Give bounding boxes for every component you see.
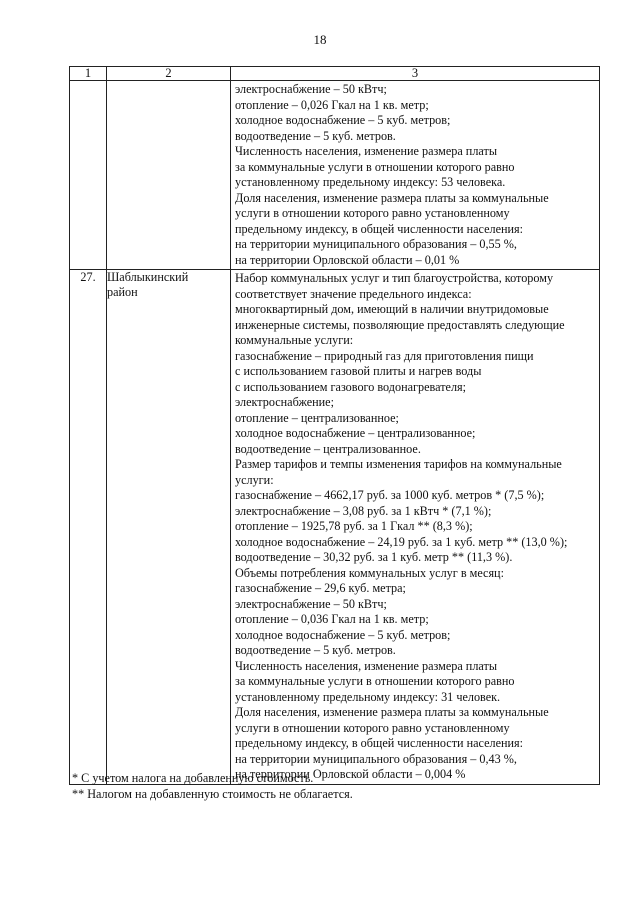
text-line: на территории муниципального образования – 0,55 %, xyxy=(235,237,517,251)
text-line: с использованием газового водонагревателя; xyxy=(235,379,467,394)
text-line: водоотведение – 30,32 руб. за 1 куб. метр ** (11,3 %). xyxy=(235,550,513,564)
text-line: за коммунальные услуги в отношении которого равно xyxy=(235,674,515,688)
text-line: предельному индексу, в общей численности населения: xyxy=(235,221,524,236)
text-line: электроснабжение – 50 кВтч; xyxy=(235,596,387,611)
page-number: 18 xyxy=(313,32,327,47)
text-line: газоснабжение – 29,6 куб. метра; xyxy=(235,581,406,595)
header-col-2: 2 xyxy=(107,67,231,81)
header-col-3: 3 xyxy=(231,67,600,81)
text-line: холодное водоснабжение – 5 куб. метров; xyxy=(235,627,451,642)
row-number-cell: 27. xyxy=(70,270,107,785)
text-line: установленному предельному индексу: 53 человека. xyxy=(235,175,506,189)
text-line: холодное водоснабжение – 24,19 руб. за 1 куб. метр ** (13,0 %); xyxy=(235,534,568,549)
text-line: электроснабжение; xyxy=(235,395,334,409)
row-number-cell xyxy=(70,81,107,270)
text-line: Доля населения, изменение размера платы за коммунальные xyxy=(235,190,549,205)
text-line: газоснабжение – природный газ для приготовления пищи xyxy=(235,348,534,363)
text-line: Численность населения, изменение размера платы xyxy=(235,144,498,158)
footnote-vat-exempt: ** Налогом на добавленную стоимость не облагается. xyxy=(72,787,353,801)
region-cell xyxy=(107,81,231,270)
text-line: Набор коммунальных услуг и тип благоустройства, которому xyxy=(235,271,554,285)
text-line: электроснабжение – 50 кВтч; xyxy=(235,82,387,96)
text-line: услуги в отношении которого равно установленному xyxy=(235,206,510,220)
text-line: коммунальные услуги: xyxy=(235,333,354,347)
details-lines xyxy=(231,81,599,269)
text-line: Численность населения, изменение размера платы xyxy=(235,658,498,673)
details-cell xyxy=(231,270,600,785)
text-line: на территории муниципального образования – 0,43 %, xyxy=(235,751,517,766)
text-line: Объемы потребления коммунальных услуг в месяц: xyxy=(235,565,504,580)
text-line: холодное водоснабжение – централизованное; xyxy=(235,426,476,440)
text-line: отопление – 0,036 Гкал на 1 кв. метр; xyxy=(235,612,429,626)
table-row-27 xyxy=(70,270,600,785)
text-line: услуги в отношении которого равно установленному xyxy=(235,720,510,735)
text-line: на территории Орловской области – 0,01 % xyxy=(235,252,460,267)
text-line: Доля населения, изменение размера платы за коммунальные xyxy=(235,705,549,719)
text-line: Размер тарифов и темпы изменения тарифов на коммунальные xyxy=(235,457,562,471)
region-cell xyxy=(107,270,231,785)
text-line: многоквартирный дом, имеющий в наличии внутридомовые xyxy=(235,302,549,316)
region-name-line-2: район xyxy=(107,285,138,299)
text-line: на территории Орловской области – 0,004 % xyxy=(235,767,466,781)
text-line: инженерные системы, позволяющие предоставлять следующие xyxy=(235,317,565,332)
details-lines xyxy=(231,270,599,784)
text-line: с использованием газовой плиты и нагрев воды xyxy=(235,364,482,378)
tariff-table xyxy=(69,66,600,785)
details-cell xyxy=(231,81,600,270)
text-line: отопление – 1925,78 руб. за 1 Гкал ** (8,3 %); xyxy=(235,519,473,533)
table-row-continued xyxy=(70,81,600,270)
text-line: предельному индексу, в общей численности населения: xyxy=(235,736,524,750)
text-line: отопление – 0,026 Гкал на 1 кв. метр; xyxy=(235,97,429,112)
region-name-line-1: Шаблыкинский xyxy=(107,270,189,284)
text-line: газоснабжение – 4662,17 руб. за 1000 куб. метров * (7,5 %); xyxy=(235,488,545,502)
text-line: холодное водоснабжение – 5 куб. метров; xyxy=(235,113,451,127)
text-line: водоотведение – централизованное. xyxy=(235,441,421,456)
footnote-vat-included: * С учетом налога на добавленную стоимость. xyxy=(72,771,314,785)
text-line: водоотведение – 5 куб. метров. xyxy=(235,128,396,143)
footnotes xyxy=(72,770,353,802)
text-line: установленному предельному индексу: 31 человек. xyxy=(235,689,501,704)
text-line: услуги: xyxy=(235,472,274,487)
text-line: водоотведение – 5 куб. метров. xyxy=(235,643,396,657)
header-col-1: 1 xyxy=(70,67,107,81)
text-line: электроснабжение – 3,08 руб. за 1 кВтч * (7,1 %); xyxy=(235,503,492,518)
table-header-row xyxy=(70,67,600,81)
text-line: за коммунальные услуги в отношении которого равно xyxy=(235,159,515,174)
text-line: соответствует значение предельного индекса: xyxy=(235,286,472,301)
text-line: отопление – централизованное; xyxy=(235,410,399,425)
